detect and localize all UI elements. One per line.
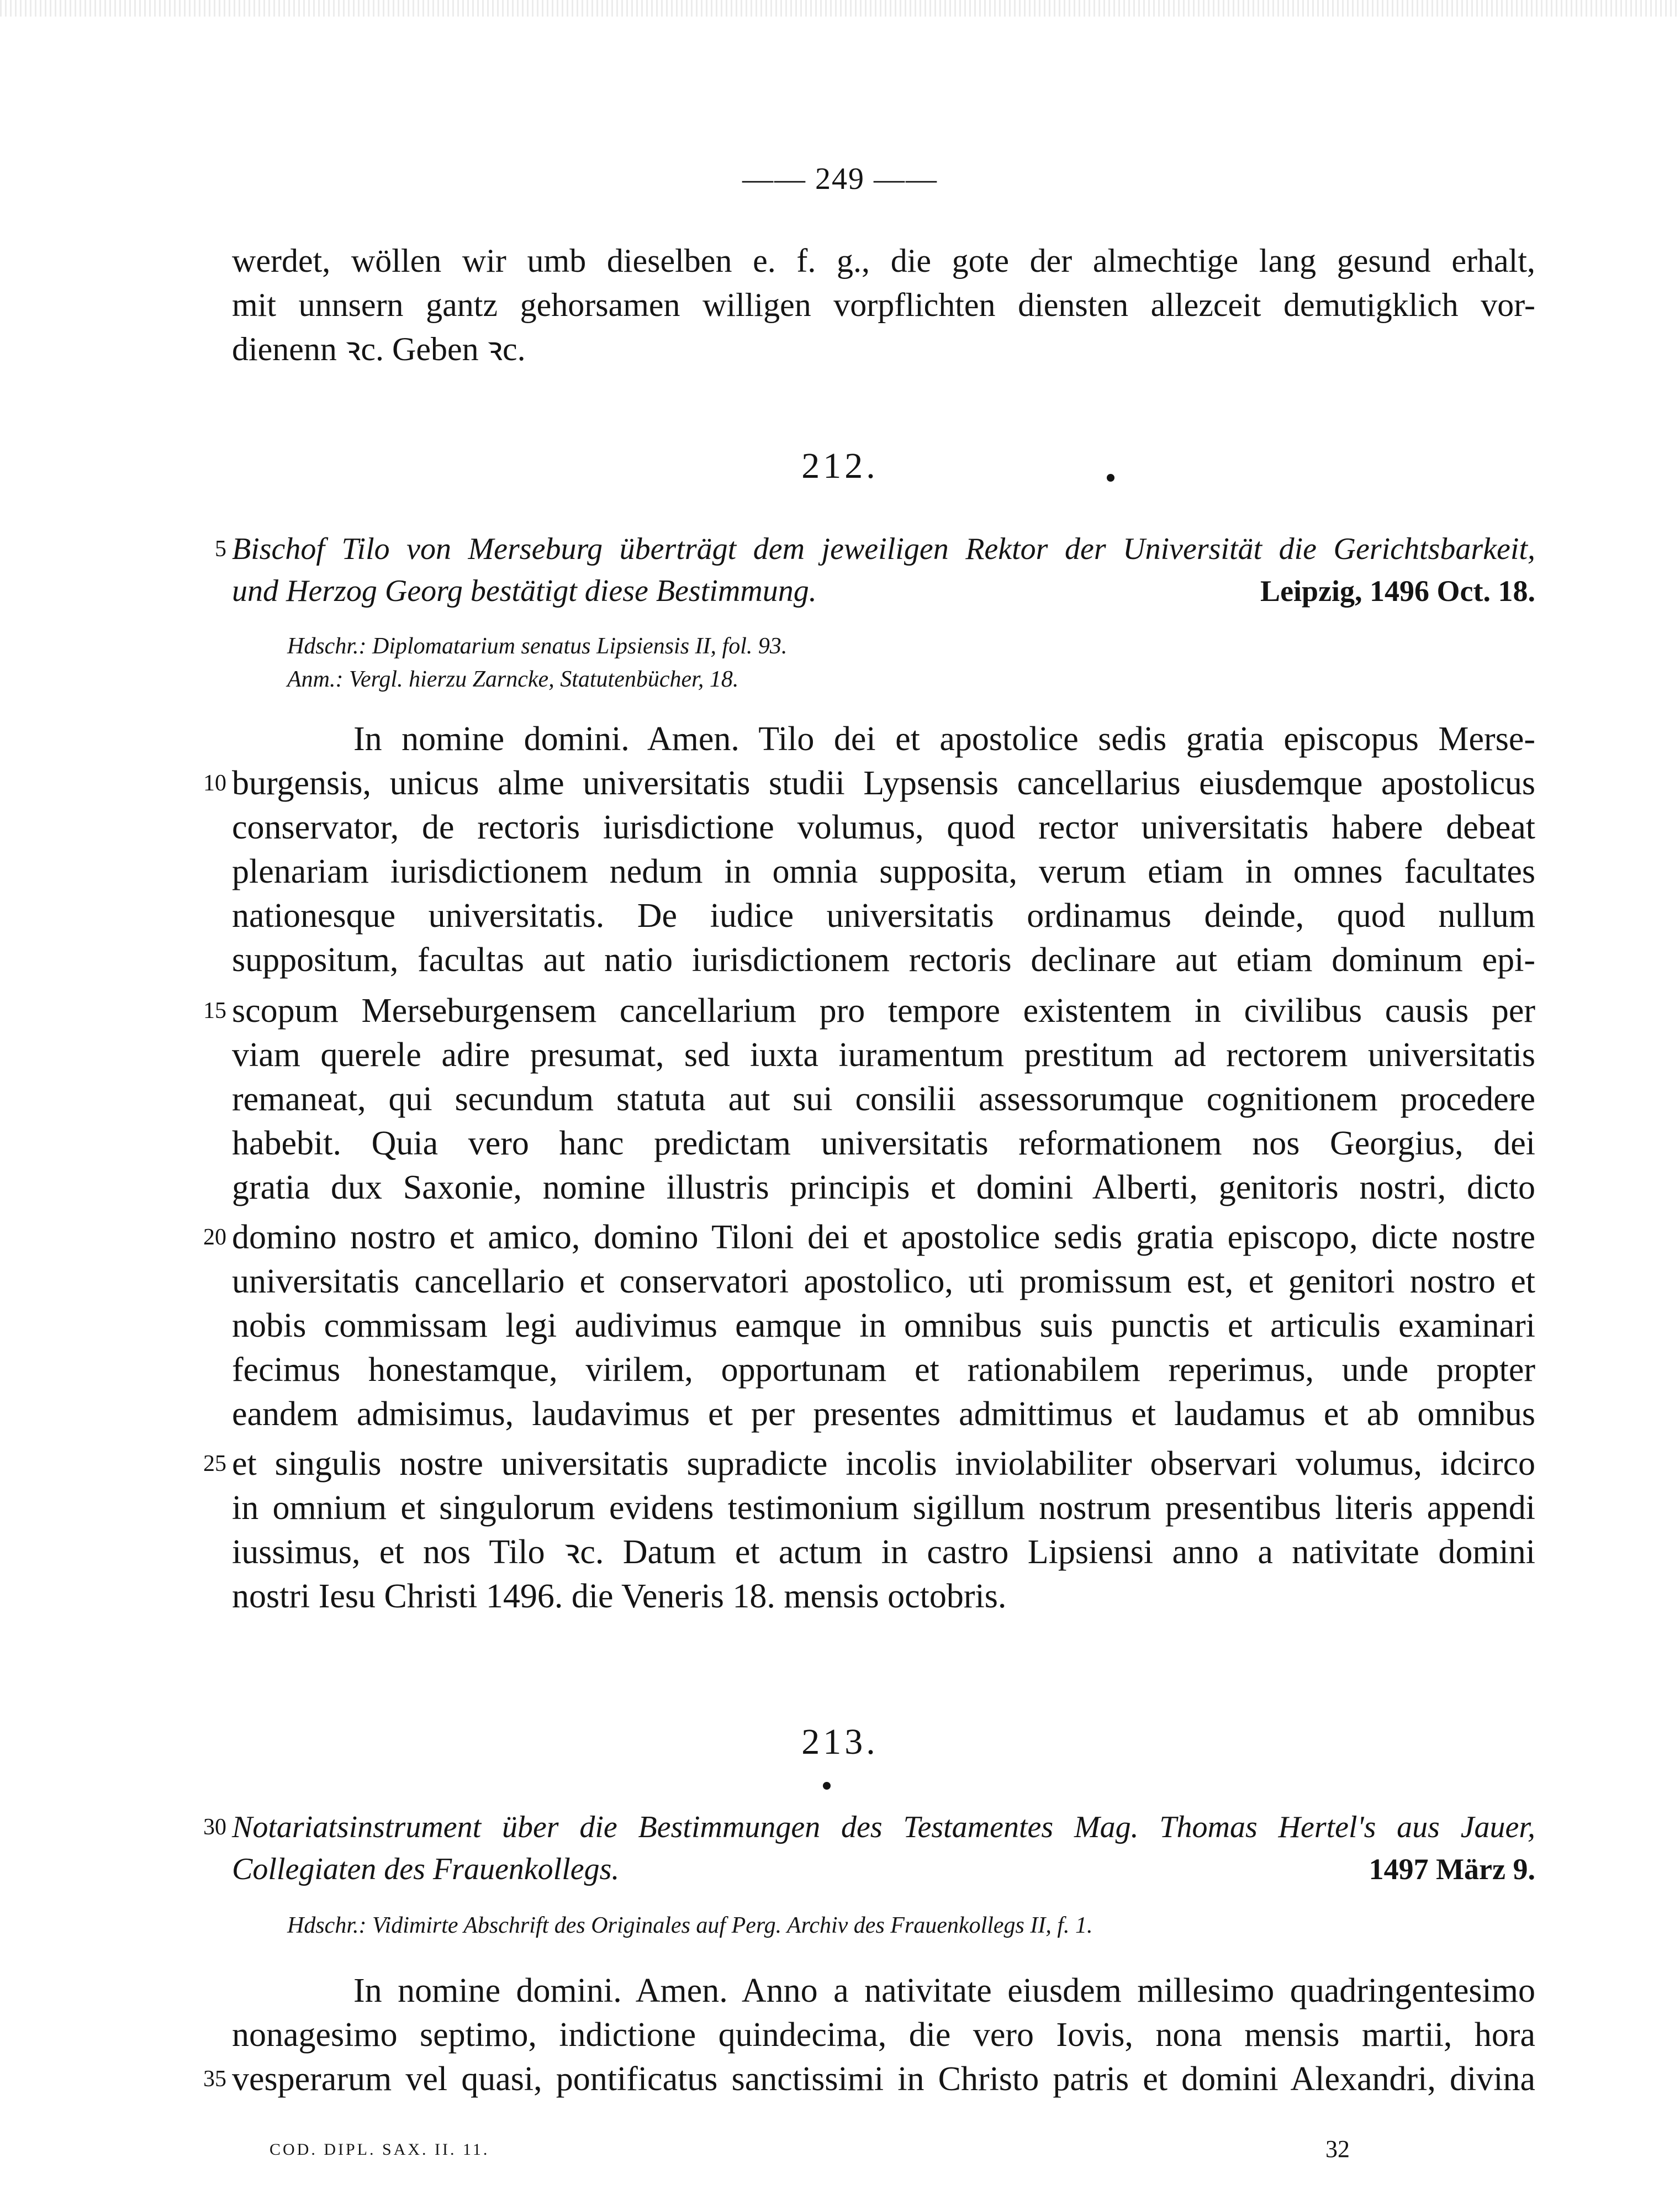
doc-212-text-line-8: viam querele adire presumat, sed iuxta iuramentum prestitum ad rectorem universitatis	[232, 1036, 1535, 1074]
line-number-35: 35	[203, 2066, 226, 2092]
doc-212-source-2: Anm.: Vergl. hierzu Zarncke, Statutenbücher, 18.	[287, 667, 739, 692]
doc-213-text-line-2: nonagesimo septimo, indictione quindecima, die vero Iovis, nona mensis martii, hora	[232, 2016, 1535, 2054]
doc-213-text-line-3: vesperarum vel quasi, pontificatus sanctissimi in Christo patris et domini Alexandri, divina	[232, 2060, 1535, 2098]
doc-212-text-line-12: domino nostro et amico, domino Tiloni dei et apostolice sedis gratia episcopo, dicte nostre	[232, 1219, 1535, 1256]
intro-line-3: dienenn ꝛc. Geben ꝛc.	[232, 331, 526, 367]
doc-212-regest-line-2: und Herzog Georg bestätigt diese Bestimmung.	[232, 574, 817, 608]
doc-212-text-line-5: nationesque universitatis. De iudice universitatis ordinamus deinde, quod nullum	[232, 897, 1535, 935]
doc-213-number: 213.	[801, 1722, 879, 1762]
scan-noise	[0, 0, 1680, 17]
doc-212-text-line-13: universitatis cancellario et conservatori apostolico, uti promissum est, et genitori nostro et	[232, 1263, 1535, 1300]
doc-212-text-line-11: gratia dux Saxonie, nomine illustris principis et domini Alberti, genitoris nostri, dicto	[232, 1169, 1535, 1206]
doc-212-text-line-3: conservator, de rectoris iurisdictione volumus, quod rector universitatis habere debeat	[232, 809, 1535, 846]
doc-212-source-1: Hdschr.: Diplomatarium senatus Lipsiensis II, fol. 93.	[287, 634, 788, 659]
line-number-5: 5	[215, 536, 226, 562]
doc-212-text-line-7: scopum Merseburgensem cancellarium pro tempore existentem in civilibus causis per	[232, 992, 1535, 1030]
doc-213-source-1: Hdschr.: Vidimirte Abschrift des Originales auf Perg. Archiv des Frauenkollegs II, f. 1.	[287, 1913, 1093, 1938]
ink-dot	[1107, 474, 1114, 482]
doc-212-text-line-18: in omnium et singulorum evidens testimonium sigillum nostrum presentibus literis appendi	[232, 1489, 1535, 1527]
doc-213-regest-line-2: Collegiaten des Frauenkollegs.	[232, 1852, 620, 1886]
doc-212-text-line-14: nobis commissam legi audivimus eamque in omnibus suis punctis et articulis examinari	[232, 1307, 1535, 1344]
doc-212-text-line-10: habebit. Quia vero hanc predictam universitatis reformationem nos Georgius, dei	[232, 1125, 1535, 1162]
doc-212-text-line-17: et singulis nostre universitatis supradicte incolis inviolabiliter observari volumus, idcirco	[232, 1445, 1535, 1483]
doc-212-text-line-20: nostri Iesu Christi 1496. die Veneris 18. mensis octobris.	[232, 1578, 1007, 1615]
doc-213-place-date: 1497 März 9.	[1369, 1853, 1535, 1886]
ink-dot	[823, 1782, 831, 1790]
line-number-15: 15	[203, 998, 226, 1024]
intro-line-1: werdet, wöllen wir umb dieselben e. f. g., die gote der almechtige lang gesund erhalt,	[232, 242, 1535, 279]
line-number-30: 30	[203, 1815, 226, 1840]
doc-212-text-line-9: remaneat, qui secundum statuta aut sui consilii assessorumque cognitionem procedere	[232, 1080, 1535, 1118]
doc-212-text-line-19: iussimus, et nos Tilo ꝛc. Datum et actum in castro Lipsiensi anno a nativitate domini	[232, 1533, 1535, 1571]
doc-213-text-line-1: In nomine domini. Amen. Anno a nativitate eiusdem millesimo quadringentesimo	[353, 1972, 1535, 2009]
doc-212-regest-line-1: Bischof Tilo von Merseburg überträgt dem jeweiligen Rektor der Universität die Gerichtsbarkeit,	[232, 532, 1535, 566]
line-number-25: 25	[203, 1451, 226, 1476]
doc-212-text-line-2: burgensis, unicus alme universitatis studii Lypsensis cancellarius eiusdemque apostolicus	[232, 764, 1535, 802]
doc-212-text-line-16: eandem admisimus, laudavimus et per presentes admittimus et laudamus et ab omnibus	[232, 1395, 1535, 1433]
intro-line-2: mit unnsern gantz gehorsamen willigen vorpflichten diensten allezceit demutigklich vor-	[232, 287, 1535, 323]
doc-212-text-line-4: plenariam iurisdictionem nedum in omnia supposita, verum etiam in omnes facultates	[232, 853, 1535, 890]
doc-212-text-line-1: In nomine domini. Amen. Tilo dei et apostolice sedis gratia episcopus Merse-	[353, 720, 1535, 758]
doc-212-place-date: Leipzig, 1496 Oct. 18.	[1260, 574, 1535, 608]
doc-212-text-line-6: suppositum, facultas aut natio iurisdictionem rectoris declinare aut etiam dominum epi-	[232, 941, 1535, 979]
doc-213-regest-line-1: Notariatsinstrument über die Bestimmungen des Testamentes Mag. Thomas Hertel's aus Jauer,	[232, 1810, 1535, 1844]
footer-signature: COD. DIPL. SAX. II. 11.	[270, 2140, 490, 2159]
line-number-20: 20	[203, 1225, 226, 1250]
doc-212-number: 212.	[801, 446, 879, 486]
page-header: —— 249 ——	[742, 162, 938, 196]
doc-212-text-line-15: fecimus honestamque, virilem, opportunam et rationabilem reperimus, unde propter	[232, 1351, 1535, 1389]
line-number-10: 10	[203, 771, 226, 796]
footer-sheet-number: 32	[1325, 2135, 1350, 2162]
